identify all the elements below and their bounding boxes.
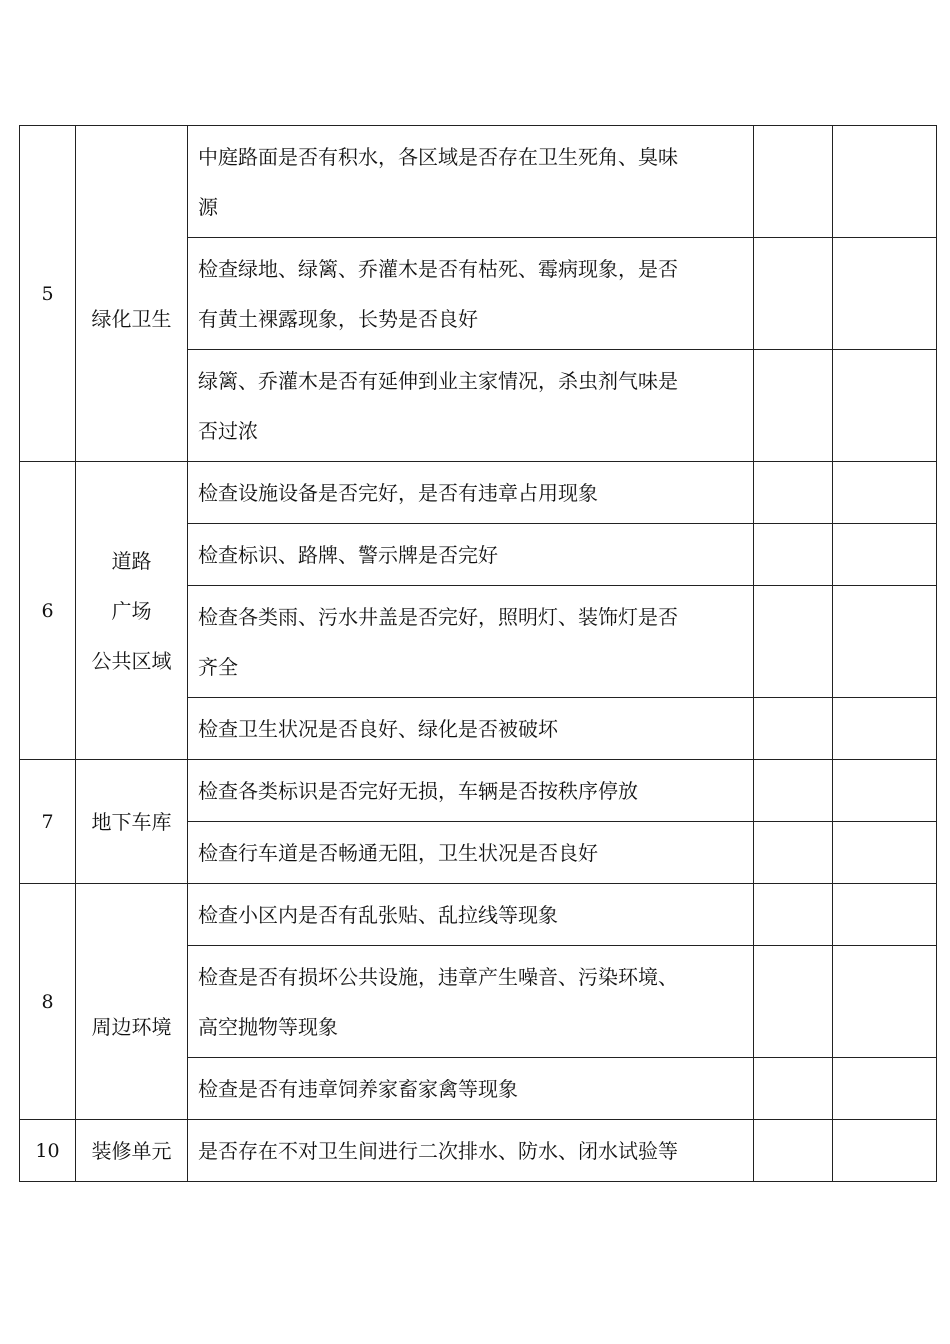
remark-cell[interactable] <box>833 524 937 586</box>
inspection-table <box>19 125 937 1182</box>
area-name: 周边环境 <box>91 1014 172 1039</box>
area-cell <box>76 462 188 760</box>
area-cell <box>76 1120 188 1182</box>
check-item-text: 源 <box>198 194 218 219</box>
check-item-text: 高空抛物等现象 <box>198 1014 338 1039</box>
table-row <box>20 126 937 238</box>
row-number: 7 <box>41 810 54 833</box>
result-cell[interactable] <box>754 760 833 822</box>
check-item-text: 检查标识、路牌、警示牌是否完好 <box>198 542 498 567</box>
result-cell[interactable] <box>754 350 833 462</box>
check-item-text: 检查行车道是否畅通无阻，卫生状况是否良好 <box>198 840 598 865</box>
row-number: 5 <box>41 282 54 305</box>
check-item-text: 中庭路面是否有积水，各区域是否存在卫生死角、臭味 <box>198 144 678 169</box>
table-body <box>20 126 937 1182</box>
check-item-text: 检查卫生状况是否良好、绿化是否被破坏 <box>198 716 558 741</box>
row-number-cell <box>20 1120 76 1182</box>
check-item-text: 有黄土裸露现象，长势是否良好 <box>198 306 478 331</box>
row-number: 10 <box>35 1139 60 1162</box>
check-item-cell <box>188 946 754 1058</box>
check-item-text: 检查各类雨、污水井盖是否完好，照明灯、装饰灯是否 <box>198 604 678 629</box>
result-cell[interactable] <box>754 946 833 1058</box>
result-cell[interactable] <box>754 822 833 884</box>
area-name: 公共区域 <box>91 648 172 673</box>
check-item-cell <box>188 586 754 698</box>
row-number: 6 <box>41 599 54 622</box>
check-item-cell <box>188 698 754 760</box>
check-item-cell <box>188 350 754 462</box>
remark-cell[interactable] <box>833 586 937 698</box>
check-item-cell <box>188 760 754 822</box>
remark-cell[interactable] <box>833 126 937 238</box>
remark-cell[interactable] <box>833 1120 937 1182</box>
remark-cell[interactable] <box>833 946 937 1058</box>
check-item-text: 是否存在不对卫生间进行二次排水、防水、闭水试验等 <box>198 1138 678 1163</box>
area-cell <box>76 126 188 462</box>
check-item-cell <box>188 238 754 350</box>
result-cell[interactable] <box>754 884 833 946</box>
area-name: 地下车库 <box>91 809 172 834</box>
result-cell[interactable] <box>754 698 833 760</box>
result-cell[interactable] <box>754 586 833 698</box>
area-name: 装修单元 <box>91 1138 172 1163</box>
check-item-cell <box>188 1058 754 1120</box>
result-cell[interactable] <box>754 462 833 524</box>
remark-cell[interactable] <box>833 238 937 350</box>
result-cell[interactable] <box>754 524 833 586</box>
area-cell <box>76 884 188 1120</box>
area-name: 广场 <box>111 598 152 623</box>
row-number-cell <box>20 884 76 1120</box>
check-item-cell <box>188 884 754 946</box>
check-item-text: 检查各类标识是否完好无损，车辆是否按秩序停放 <box>198 778 638 803</box>
result-cell[interactable] <box>754 238 833 350</box>
table-row <box>20 1120 937 1182</box>
area-name: 绿化卫生 <box>91 306 172 331</box>
table-row <box>20 462 937 524</box>
row-number-cell <box>20 126 76 462</box>
check-item-text: 检查是否有损坏公共设施，违章产生噪音、污染环境、 <box>198 964 678 989</box>
check-item-text: 检查小区内是否有乱张贴、乱拉线等现象 <box>198 902 558 927</box>
remark-cell[interactable] <box>833 1058 937 1120</box>
area-cell <box>76 760 188 884</box>
check-item-cell <box>188 1120 754 1182</box>
result-cell[interactable] <box>754 1058 833 1120</box>
result-cell[interactable] <box>754 126 833 238</box>
table-row <box>20 884 937 946</box>
check-item-text: 检查设施设备是否完好，是否有违章占用现象 <box>198 480 598 505</box>
check-item-text: 检查是否有违章饲养家畜家禽等现象 <box>198 1076 518 1101</box>
check-item-text: 绿篱、乔灌木是否有延伸到业主家情况，杀虫剂气味是 <box>198 368 678 393</box>
row-number-cell <box>20 760 76 884</box>
table-row <box>20 760 937 822</box>
remark-cell[interactable] <box>833 760 937 822</box>
check-item-text: 齐全 <box>198 654 238 679</box>
check-item-cell <box>188 462 754 524</box>
remark-cell[interactable] <box>833 884 937 946</box>
check-item-cell <box>188 822 754 884</box>
check-item-text: 检查绿地、绿篱、乔灌木是否有枯死、霉病现象，是否 <box>198 256 678 281</box>
remark-cell[interactable] <box>833 822 937 884</box>
area-name: 道路 <box>111 548 152 573</box>
result-cell[interactable] <box>754 1120 833 1182</box>
row-number-cell <box>20 462 76 760</box>
check-item-cell <box>188 524 754 586</box>
remark-cell[interactable] <box>833 462 937 524</box>
check-item-text: 否过浓 <box>198 418 258 443</box>
remark-cell[interactable] <box>833 350 937 462</box>
check-item-cell <box>188 126 754 238</box>
remark-cell[interactable] <box>833 698 937 760</box>
row-number: 8 <box>41 990 54 1013</box>
